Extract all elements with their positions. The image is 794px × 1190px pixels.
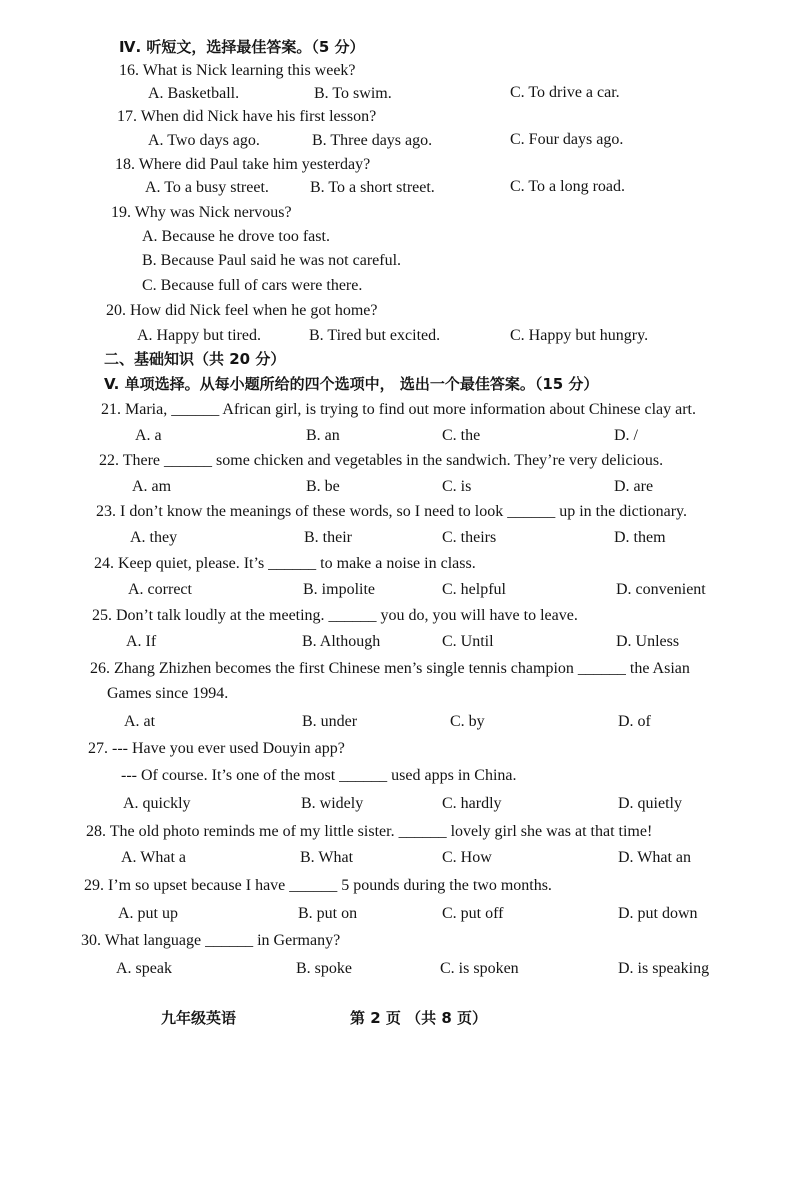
section-v-heading: V. 单项选择。从每小题所给的四个选项中， 选出一个最佳答案。（15 分）	[104, 375, 599, 393]
question-22-option-d[interactable]: D. are	[614, 478, 654, 495]
question-21-option-c[interactable]: C. the	[442, 427, 481, 444]
question-26-stem-cont: Games since 1994.	[107, 685, 229, 702]
question-30-option-d[interactable]: D. is speaking	[618, 960, 710, 977]
question-27-stem: 27. --- Have you ever used Douyin app?	[88, 740, 345, 757]
question-17-option-a[interactable]: A. Two days ago.	[148, 132, 260, 149]
question-22-option-c[interactable]: C. is	[442, 478, 472, 495]
question-26-option-d[interactable]: D. of	[618, 713, 651, 730]
question-27-option-b[interactable]: B. widely	[301, 795, 364, 812]
question-24-stem: 24. Keep quiet, please. It’s ______ to make a noise in class.	[94, 555, 476, 572]
question-29-option-c[interactable]: C. put off	[442, 905, 504, 922]
question-17-option-c[interactable]: C. Four days ago.	[510, 131, 624, 148]
question-29-option-b[interactable]: B. put on	[298, 905, 358, 922]
question-30-option-c[interactable]: C. is spoken	[440, 960, 519, 977]
question-26-option-a[interactable]: A. at	[124, 713, 156, 730]
question-23-option-b[interactable]: B. their	[304, 529, 352, 546]
question-18-stem: 18. Where did Paul take him yesterday?	[115, 156, 371, 173]
question-25-option-b[interactable]: B. Although	[302, 633, 381, 650]
question-22-stem: 22. There ______ some chicken and vegetables in the sandwich. They’re very delicious.	[99, 452, 664, 469]
question-27-option-c[interactable]: C. hardly	[442, 795, 502, 812]
question-28-stem: 28. The old photo reminds me of my little sister. ______ lovely girl she was at that time!	[86, 823, 653, 840]
question-18-option-b[interactable]: B. To a short street.	[310, 179, 435, 196]
question-30-option-b[interactable]: B. spoke	[296, 960, 352, 977]
question-21-option-a[interactable]: A. a	[135, 427, 162, 444]
question-23-option-d[interactable]: D. them	[614, 529, 666, 546]
question-19-option-a[interactable]: A. Because he drove too fast.	[142, 228, 330, 245]
question-29-option-d[interactable]: D. put down	[618, 905, 698, 922]
question-26-stem: 26. Zhang Zhizhen becomes the first Chinese men’s single tennis champion ______ the Asian	[90, 660, 690, 677]
question-16-stem: 16. What is Nick learning this week?	[119, 62, 356, 79]
question-25-option-c[interactable]: C. Until	[442, 633, 494, 650]
question-23-option-c[interactable]: C. theirs	[442, 529, 497, 546]
question-27-option-a[interactable]: A. quickly	[123, 795, 191, 812]
question-18-option-c[interactable]: C. To a long road.	[510, 178, 626, 195]
question-28-option-a[interactable]: A. What a	[121, 849, 187, 866]
question-19-stem: 19. Why was Nick nervous?	[111, 204, 292, 221]
section-iv-heading: Ⅳ. 听短文，选择最佳答案。（5 分）	[119, 38, 365, 56]
question-30-stem: 30. What language ______ in Germany?	[81, 932, 341, 949]
question-20-option-b[interactable]: B. Tired but excited.	[309, 327, 441, 344]
question-28-option-b[interactable]: B. What	[300, 849, 354, 866]
question-29-stem: 29. I’m so upset because I have ______ 5 pounds during the two months.	[84, 877, 552, 894]
part-two-heading: 二、基础知识（共 20 分）	[104, 350, 286, 368]
question-23-stem: 23. I don’t know the meanings of these words, so I need to look ______ up in the dictionary.	[96, 503, 688, 520]
question-22-option-a[interactable]: A. am	[132, 478, 172, 495]
question-24-option-d[interactable]: D. convenient	[616, 581, 706, 598]
question-19-option-b[interactable]: B. Because Paul said he was not careful.	[142, 252, 402, 269]
question-26-option-b[interactable]: B. under	[302, 713, 358, 730]
question-27-stem-cont: --- Of course. It’s one of the most ______ used apps in China.	[121, 767, 517, 784]
question-27-option-d[interactable]: D. quietly	[618, 795, 682, 812]
question-26-option-c[interactable]: C. by	[450, 713, 485, 730]
question-28-option-d[interactable]: D. What an	[618, 849, 692, 866]
question-21-option-b[interactable]: B. an	[306, 427, 340, 444]
footer-page-number: 第 2 页 （共 8 页）	[350, 1009, 487, 1027]
question-21-option-d[interactable]: D. /	[614, 427, 638, 444]
question-30-option-a[interactable]: A. speak	[116, 960, 172, 977]
question-17-option-b[interactable]: B. Three days ago.	[312, 132, 433, 149]
question-25-stem: 25. Don’t talk loudly at the meeting. ______ you do, you will have to leave.	[92, 607, 578, 624]
question-16-option-a[interactable]: A. Basketball.	[148, 85, 240, 102]
question-29-option-a[interactable]: A. put up	[118, 905, 178, 922]
question-17-stem: 17. When did Nick have his first lesson?	[117, 108, 377, 125]
question-19-option-c[interactable]: C. Because full of cars were there.	[142, 277, 363, 294]
question-24-option-b[interactable]: B. impolite	[303, 581, 375, 598]
question-25-option-a[interactable]: A. If	[126, 633, 157, 650]
question-20-stem: 20. How did Nick feel when he got home?	[106, 302, 378, 319]
question-20-option-c[interactable]: C. Happy but hungry.	[510, 327, 649, 344]
question-21-stem: 21. Maria, ______ African girl, is trying to find out more information about Chinese clay art.	[101, 401, 696, 418]
question-28-option-c[interactable]: C. How	[442, 849, 492, 866]
question-24-option-a[interactable]: A. correct	[128, 581, 192, 598]
question-16-option-c[interactable]: C. To drive a car.	[510, 84, 620, 101]
question-23-option-a[interactable]: A. they	[130, 529, 178, 546]
question-25-option-d[interactable]: D. Unless	[616, 633, 680, 650]
question-18-option-a[interactable]: A. To a busy street.	[145, 179, 269, 196]
question-20-option-a[interactable]: A. Happy but tired.	[137, 327, 261, 344]
question-16-option-b[interactable]: B. To swim.	[314, 85, 392, 102]
question-22-option-b[interactable]: B. be	[306, 478, 340, 495]
footer-subject: 九年级英语	[161, 1009, 237, 1027]
question-24-option-c[interactable]: C. helpful	[442, 581, 506, 598]
